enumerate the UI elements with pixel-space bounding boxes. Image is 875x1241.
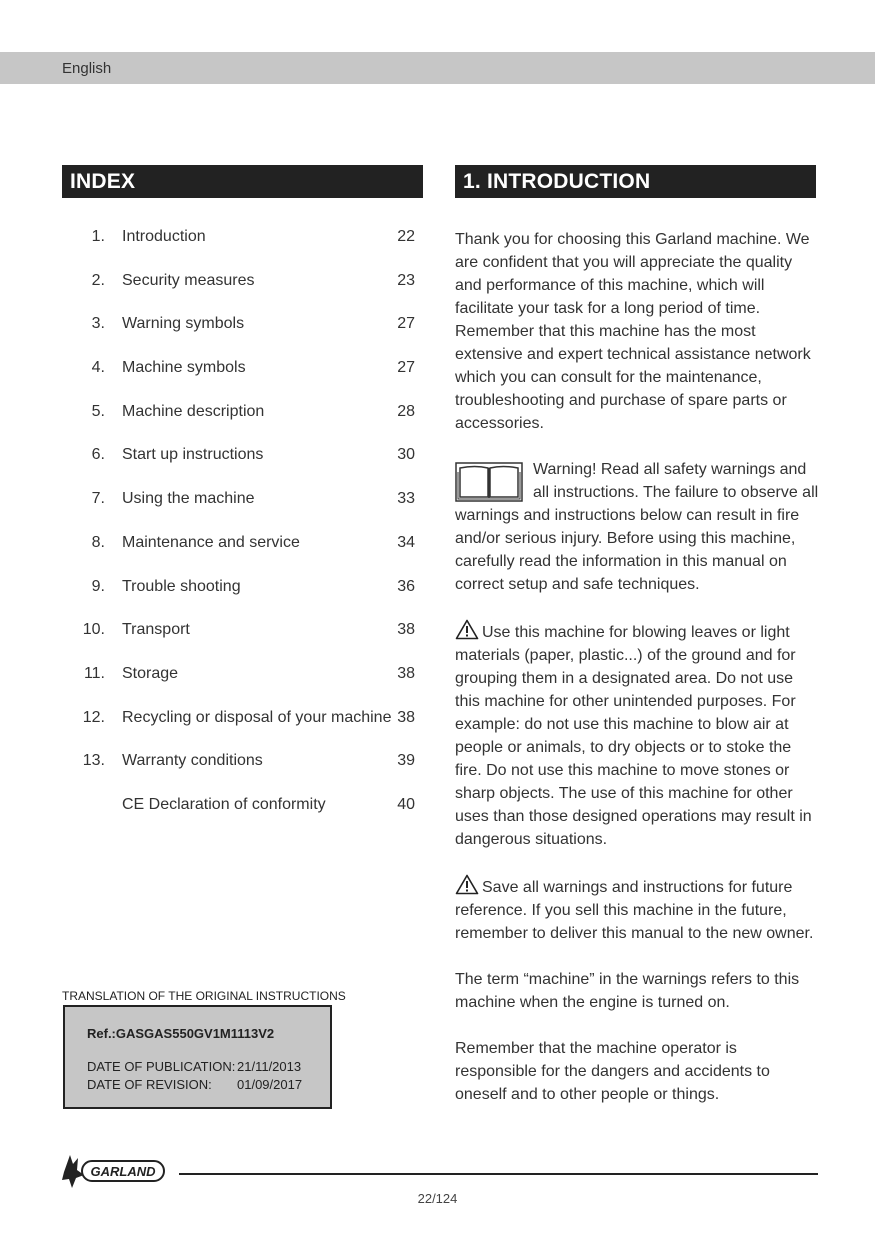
index-number: 4. <box>91 359 105 377</box>
intro-paragraph-5: The term “machine” in the warnings refers to this machine when the engine is turned on. <box>455 971 800 1011</box>
index-title: Warning symbols <box>122 315 245 333</box>
index-row <box>62 490 423 534</box>
revision-date: 01/09/2017 <box>237 1077 303 1092</box>
index-page: 30 <box>397 446 415 464</box>
intro-paragraph-2-text: Warning! Read all safety warnings and all instructions. The failure to observe all warnings and instructions below can result in fire and/or serious injury. Before using this machine, carefully read the information in this manual on correct setup and safe techniques. <box>455 461 819 593</box>
logo-text: GARLAND <box>90 1164 156 1179</box>
index-page: 40 <box>397 795 415 813</box>
index-title: Security measures <box>122 271 255 289</box>
index-title: Maintenance and service <box>122 533 300 551</box>
index-row <box>62 272 423 316</box>
index-row <box>62 578 423 622</box>
index-row <box>62 446 423 490</box>
index-number: 3. <box>91 315 105 333</box>
index-page: 36 <box>397 577 415 595</box>
intro-paragraph-4-text: Save all warnings and instructions for future reference. If you sell this machine in the future, remember to deliver this manual to the new owner. <box>455 879 814 942</box>
garland-logo <box>60 1150 168 1192</box>
page-number: 22/124 <box>417 1191 458 1206</box>
index-title: Warranty conditions <box>122 752 263 770</box>
intro-paragraph-2 <box>455 458 821 596</box>
index-page: 27 <box>397 315 415 333</box>
index-row <box>62 403 423 447</box>
index-title: Machine symbols <box>122 359 246 377</box>
reference-box <box>63 1005 332 1109</box>
index-row <box>62 359 423 403</box>
index-row <box>62 315 423 359</box>
index-row <box>62 534 423 578</box>
language-bar <box>0 52 875 84</box>
index-page: 34 <box>397 533 415 551</box>
index-page: 33 <box>397 490 415 508</box>
index-page: 39 <box>397 752 415 770</box>
reference-code: Ref.:GASGAS550GV1M1113V2 <box>87 1026 275 1041</box>
index-number: 13. <box>82 752 105 770</box>
index-page: 28 <box>397 402 415 420</box>
index-row <box>62 709 423 753</box>
translation-label: TRANSLATION OF THE ORIGINAL INSTRUCTIONS <box>62 989 346 1003</box>
index-title: Start up instructions <box>122 446 264 464</box>
index-title: Trouble shooting <box>122 577 241 595</box>
index-number: 10. <box>82 621 105 639</box>
index-row <box>62 796 423 840</box>
index-number: 6. <box>91 446 105 464</box>
index-number: 1. <box>91 228 105 245</box>
intro-paragraph-3 <box>455 619 821 851</box>
index-page: 23 <box>397 271 415 289</box>
intro-paragraph-4 <box>455 874 821 945</box>
index-number: 12. <box>82 708 105 726</box>
language-label: English <box>62 60 112 77</box>
index-title: Machine description <box>122 402 265 420</box>
index-number: 11. <box>83 664 105 682</box>
index-title: CE Declaration of conformity <box>122 795 326 813</box>
index-number: 9. <box>91 577 105 595</box>
footer-divider <box>179 1173 818 1175</box>
publication-row <box>87 1059 301 1074</box>
index-row <box>62 228 423 272</box>
index-row <box>62 621 423 665</box>
index-title: Storage <box>122 664 179 682</box>
index-page: 38 <box>397 621 415 639</box>
index-page: 27 <box>397 359 415 377</box>
index-title: Using the machine <box>122 490 255 508</box>
publication-label: DATE OF PUBLICATION: <box>87 1059 236 1074</box>
index-title: Introduction <box>122 228 206 245</box>
intro-paragraph-6: Remember that the machine operator is responsible for the dangers and accidents to oneself and to other people or things. <box>455 1040 770 1103</box>
intro-paragraph-1: Thank you for choosing this Garland machine. We are confident that you will appreciate the quality and performance of this machine, which will facilitate your task for a long period of time. Remember that this machine has the most extensive and expert technical assistance network which you can consult for the maintenance, troubleshooting and purchase of spare parts or accessories. <box>455 231 811 432</box>
warning-triangle-icon <box>455 619 479 640</box>
revision-label: DATE OF REVISION: <box>87 1077 212 1092</box>
index-title: Transport <box>122 621 190 639</box>
publication-date: 21/11/2013 <box>237 1059 302 1074</box>
revision-row <box>87 1077 302 1092</box>
intro-paragraph-3-text: Use this machine for blowing leaves or light materials (paper, plastic...) of the ground and for grouping them in a designated area. Do not use this machine for other unintended purposes. For example: do not use this machine to blow air at people or animals, to dry objects or to stoke the fire. Do not use this machine to move stones or sharp objects. The use of this machine for other uses than those designed operations may result in dangerous situations. <box>455 624 812 848</box>
index-number: 8. <box>91 533 105 551</box>
index-page: 38 <box>397 708 415 726</box>
index-row <box>62 752 423 796</box>
introduction-body <box>455 228 821 1129</box>
index-page: 22 <box>397 228 415 245</box>
index-header: INDEX <box>62 165 423 198</box>
index-page: 38 <box>397 664 415 682</box>
warning-triangle-icon <box>455 874 479 895</box>
index-title: Recycling or disposal of your machine <box>122 708 392 726</box>
index-number: 5. <box>91 402 105 420</box>
open-book-icon <box>455 462 523 502</box>
index-number: 2. <box>91 271 105 289</box>
index-row <box>62 665 423 709</box>
introduction-header: 1. INTRODUCTION <box>455 165 816 198</box>
index-number: 7. <box>91 490 105 508</box>
index-list <box>62 228 423 840</box>
